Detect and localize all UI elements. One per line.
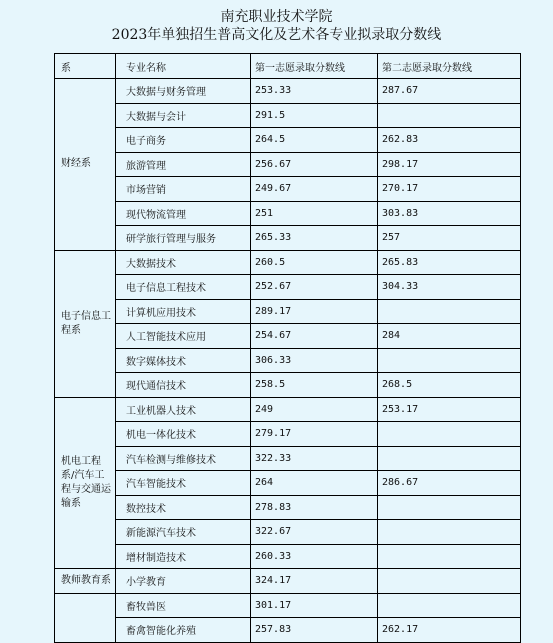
second-choice-score-cell: 262.17 [378,618,521,643]
first-choice-score-cell: 301.17 [251,593,378,618]
department-cell: 教师教育系 [55,569,116,594]
first-choice-score-cell: 258.5 [251,373,378,398]
major-cell: 计算机应用技术 [116,299,251,324]
department-cell: 电子信息工程系 [55,250,116,397]
major-cell: 畜禽智能化养殖 [116,618,251,643]
major-cell: 汽车检测与维修技术 [116,446,251,471]
second-choice-score-cell: 304.33 [378,275,521,300]
first-choice-score-cell: 252.67 [251,275,378,300]
major-cell: 增材制造技术 [116,544,251,569]
first-choice-score-cell: 278.83 [251,495,378,520]
first-choice-score-cell: 254.67 [251,324,378,349]
first-choice-score-cell: 322.67 [251,520,378,545]
table-row [55,324,521,349]
table-row [55,275,521,300]
major-cell: 电子商务 [116,128,251,153]
second-choice-score-cell: 284 [378,324,521,349]
table-body [55,79,521,643]
table-row [55,128,521,153]
second-choice-score-cell [378,103,521,128]
second-choice-score-cell [378,348,521,373]
department-cell: 机电工程系/汽车工程与交通运输系 [55,397,116,569]
second-choice-score-cell: 268.5 [378,373,521,398]
major-cell: 数控技术 [116,495,251,520]
second-choice-score-cell: 253.17 [378,397,521,422]
table-row [55,177,521,202]
first-choice-score-cell: 264 [251,471,378,496]
major-cell: 现代通信技术 [116,373,251,398]
first-choice-score-cell: 279.17 [251,422,378,447]
table-row [55,201,521,226]
first-choice-score-cell: 306.33 [251,348,378,373]
department-cell [55,593,116,642]
first-choice-score-cell: 324.17 [251,569,378,594]
first-choice-score-cell: 256.67 [251,152,378,177]
second-choice-score-cell [378,544,521,569]
major-cell: 研学旅行管理与服务 [116,226,251,251]
major-cell: 大数据与财务管理 [116,79,251,104]
table-row [55,593,521,618]
table-row [55,397,521,422]
first-choice-score-cell: 257.83 [251,618,378,643]
first-choice-score-cell: 322.33 [251,446,378,471]
score-table [54,53,521,643]
second-choice-score-cell [378,569,521,594]
second-choice-score-cell [378,422,521,447]
table-row [55,569,521,594]
major-cell: 大数据技术 [116,250,251,275]
table-row [55,520,521,545]
second-choice-score-cell: 286.67 [378,471,521,496]
table-row [55,471,521,496]
first-choice-score-cell: 265.33 [251,226,378,251]
major-cell: 人工智能技术应用 [116,324,251,349]
table-row [55,299,521,324]
first-choice-score-cell: 260.33 [251,544,378,569]
table-row [55,618,521,643]
table-row [55,422,521,447]
second-choice-score-cell: 298.17 [378,152,521,177]
table-row [55,348,521,373]
first-choice-score-cell: 249.67 [251,177,378,202]
table-row [55,103,521,128]
second-choice-score-cell [378,446,521,471]
col-header-first-choice: 第一志愿录取分数线 [251,54,378,79]
table-row [55,226,521,251]
first-choice-score-cell: 289.17 [251,299,378,324]
col-header-second-choice: 第二志愿录取分数线 [378,54,521,79]
table-row [55,152,521,177]
major-cell: 新能源汽车技术 [116,520,251,545]
first-choice-score-cell: 264.5 [251,128,378,153]
first-choice-score-cell: 253.33 [251,79,378,104]
first-choice-score-cell: 260.5 [251,250,378,275]
school-name: 南充职业技术学院 [220,9,333,25]
second-choice-score-cell [378,299,521,324]
major-cell: 现代物流管理 [116,201,251,226]
major-cell: 汽车智能技术 [116,471,251,496]
major-cell: 机电一体化技术 [116,422,251,447]
second-choice-score-cell: 257 [378,226,521,251]
department-cell: 财经系 [55,79,116,251]
second-choice-score-cell: 287.67 [378,79,521,104]
major-cell: 旅游管理 [116,152,251,177]
second-choice-score-cell: 270.17 [378,177,521,202]
first-choice-score-cell: 249 [251,397,378,422]
major-cell: 数字媒体技术 [116,348,251,373]
major-cell: 电子信息工程技术 [116,275,251,300]
header-row [55,54,521,79]
document-title: 2023年单独招生普高文化及艺术各专业拟录取分数线 [111,27,442,43]
second-choice-score-cell: 303.83 [378,201,521,226]
major-cell: 工业机器人技术 [116,397,251,422]
first-choice-score-cell: 291.5 [251,103,378,128]
second-choice-score-cell: 262.83 [378,128,521,153]
table-header [55,54,521,79]
second-choice-score-cell [378,593,521,618]
table-row [55,446,521,471]
second-choice-score-cell: 265.83 [378,250,521,275]
table-row [55,250,521,275]
second-choice-score-cell [378,495,521,520]
first-choice-score-cell: 251 [251,201,378,226]
major-cell: 小学教育 [116,569,251,594]
col-header-major: 专业名称 [116,54,251,79]
table-row [55,373,521,398]
major-cell: 畜牧兽医 [116,593,251,618]
major-cell: 市场营销 [116,177,251,202]
col-header-dept: 系 [55,54,116,79]
second-choice-score-cell [378,520,521,545]
table-row [55,544,521,569]
major-cell: 大数据与会计 [116,103,251,128]
table-row [55,495,521,520]
table-row [55,79,521,104]
